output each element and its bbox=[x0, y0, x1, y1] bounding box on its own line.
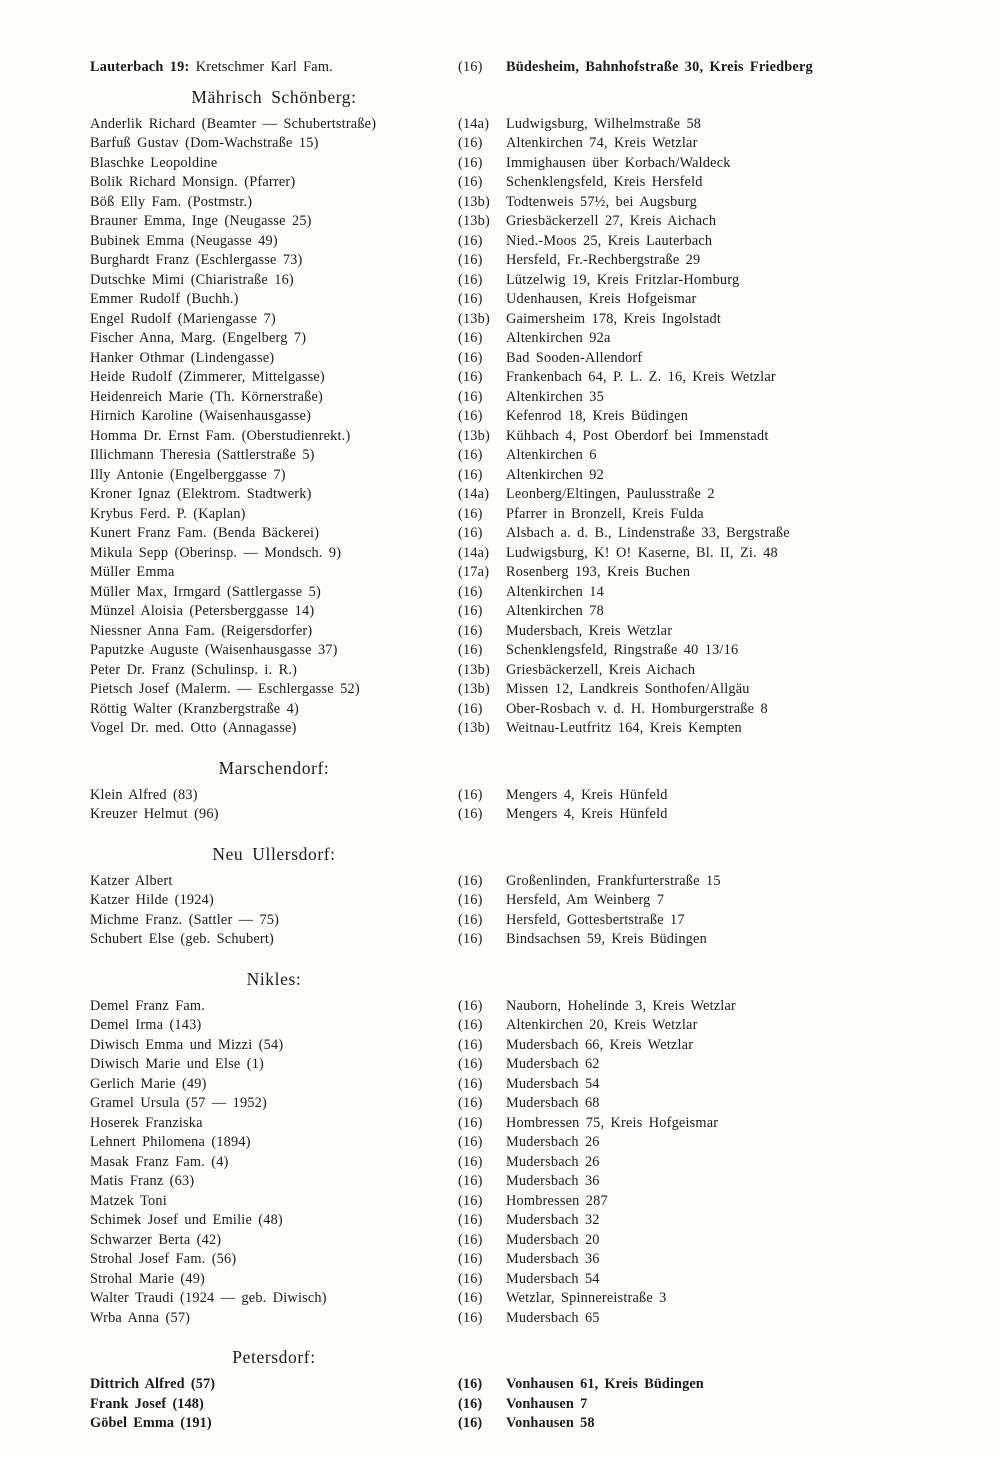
entry-zone: (16) bbox=[458, 1134, 483, 1150]
entry-zone: (16) bbox=[458, 1395, 483, 1412]
entry-name: Fischer Anna, Marg. (Engelberg 7) bbox=[90, 330, 307, 346]
entry-zone: (14a) bbox=[458, 486, 490, 502]
entry-location: Ober-Rosbach v. d. H. Homburgerstraße 8 bbox=[506, 700, 768, 717]
entry-name: Anderlik Richard (Beamter — Schubertstraße) bbox=[90, 115, 377, 132]
entry-zone: (16) bbox=[458, 786, 483, 803]
entry-name: Paputzke Auguste (Waisenhausgasse 37) bbox=[90, 642, 338, 658]
entry-name: Müller Max, Irmgard (Sattlergasse 5) bbox=[90, 583, 321, 600]
entry-zone: (16) bbox=[458, 291, 483, 307]
entry-zone: (14a) bbox=[458, 115, 490, 132]
entry-location: Hersfeld, Fr.-Rechbergstraße 29 bbox=[506, 252, 701, 268]
entry-location: Ludwigsburg, Wilhelmstraße 58 bbox=[506, 115, 702, 132]
header-place-label: Lauterbach 19: bbox=[90, 59, 190, 75]
entry-location: Altenkirchen 6 bbox=[506, 447, 597, 463]
entry-location: Gaimersheim 178, Kreis Ingolstadt bbox=[506, 310, 722, 327]
entry-location: Mengers 4, Kreis Hünfeld bbox=[506, 806, 668, 822]
entry-name: Lehnert Philomena (1894) bbox=[90, 1134, 251, 1150]
entry-name: Brauner Emma, Inge (Neugasse 25) bbox=[90, 213, 312, 229]
directory-entry-row bbox=[90, 719, 962, 739]
entry-zone: (16) bbox=[458, 603, 483, 619]
section-entries bbox=[90, 872, 962, 950]
entry-zone: (16) bbox=[458, 1415, 483, 1431]
directory-section bbox=[90, 967, 962, 1329]
header-entry-name bbox=[90, 58, 458, 78]
entry-location: Schenklengsfeld, Kreis Hersfeld bbox=[506, 174, 703, 190]
directory-entry-row bbox=[90, 388, 962, 408]
entry-location: Pfarrer in Bronzell, Kreis Fulda bbox=[506, 505, 704, 522]
directory-entry-row bbox=[90, 583, 962, 603]
entry-name: Röttig Walter (Kranzbergstraße 4) bbox=[90, 700, 299, 717]
entry-zone: (16) bbox=[458, 408, 483, 424]
section-heading: Marschendorf: bbox=[218, 757, 330, 778]
entry-location: Altenkirchen 92a bbox=[506, 330, 611, 346]
entry-zone: (16) bbox=[458, 1114, 483, 1131]
directory-entry-row bbox=[90, 1036, 962, 1056]
entry-location: Alsbach a. d. B., Lindenstraße 33, Bergstraße bbox=[506, 525, 790, 541]
directory-entry-row bbox=[90, 1133, 962, 1153]
entry-zone: (16) bbox=[458, 911, 483, 928]
entry-location: Altenkirchen 74, Kreis Wetzlar bbox=[506, 135, 698, 151]
directory-section bbox=[90, 756, 962, 825]
directory-entry-row bbox=[90, 368, 962, 388]
entry-zone: (16) bbox=[458, 1095, 483, 1111]
directory-entry-row bbox=[90, 485, 962, 505]
entry-zone: (13b) bbox=[458, 213, 490, 229]
entry-location: Hersfeld, Gottesbertstraße 17 bbox=[506, 911, 685, 928]
entry-location: Bad Sooden-Allendorf bbox=[506, 349, 643, 366]
directory-entry-row bbox=[90, 193, 962, 213]
entry-location: Kefenrod 18, Kreis Büdingen bbox=[506, 408, 689, 424]
entry-zone: (16) bbox=[458, 872, 483, 889]
entry-name: Klein Alfred (83) bbox=[90, 786, 198, 803]
directory-entry-row bbox=[90, 563, 962, 583]
directory-entry-row bbox=[90, 891, 962, 911]
entry-name: Pietsch Josef (Malerm. — Eschlergasse 52) bbox=[90, 681, 360, 697]
header-zone-code: (16) bbox=[458, 59, 483, 75]
entry-location: Hombressen 75, Kreis Hofgeismar bbox=[506, 1114, 719, 1131]
section-entries bbox=[90, 1375, 962, 1434]
entry-name: Bubinek Emma (Neugasse 49) bbox=[90, 232, 278, 249]
directory-entry-row bbox=[90, 1231, 962, 1251]
directory-entry-row bbox=[90, 641, 962, 661]
entry-zone: (13b) bbox=[458, 681, 490, 697]
directory-entry-row bbox=[90, 1094, 962, 1114]
entry-zone: (16) bbox=[458, 1075, 483, 1092]
section-entries bbox=[90, 997, 962, 1329]
directory-entry-row bbox=[90, 505, 962, 525]
entry-name: Schwarzer Berta (42) bbox=[90, 1231, 222, 1248]
directory-entry-row bbox=[90, 661, 962, 681]
entry-zone: (16) bbox=[458, 1376, 483, 1392]
entry-location: Frankenbach 64, P. L. Z. 16, Kreis Wetzlar bbox=[506, 369, 776, 385]
directory-entry-row bbox=[90, 466, 962, 486]
entry-location: Wetzlar, Spinnereistraße 3 bbox=[506, 1290, 667, 1306]
header-person-name: Kretschmer Karl Fam. bbox=[195, 59, 333, 75]
entry-location: Altenkirchen 14 bbox=[506, 583, 605, 600]
entry-zone: (13b) bbox=[458, 720, 490, 736]
entry-location: Mudersbach 26 bbox=[506, 1134, 600, 1150]
entry-location: Vonhausen 58 bbox=[506, 1415, 595, 1431]
entry-name: Niessner Anna Fam. (Reigersdorfer) bbox=[90, 622, 313, 639]
entry-name: Matzek Toni bbox=[90, 1192, 167, 1209]
entry-location: Altenkirchen 78 bbox=[506, 603, 605, 619]
entry-name: Wrba Anna (57) bbox=[90, 1309, 191, 1326]
directory-entry-row bbox=[90, 1153, 962, 1173]
entry-location: Mudersbach 36 bbox=[506, 1173, 600, 1189]
directory-entry-row bbox=[90, 872, 962, 892]
entry-location: Mudersbach 20 bbox=[506, 1231, 600, 1248]
entry-name: Kunert Franz Fam. (Benda Bäckerei) bbox=[90, 525, 320, 541]
directory-section bbox=[90, 85, 962, 739]
directory-entry-row bbox=[90, 1375, 962, 1395]
directory-entry-row bbox=[90, 1395, 962, 1415]
directory-entry-row bbox=[90, 290, 962, 310]
entry-location: Hombressen 287 bbox=[506, 1192, 608, 1209]
entry-zone: (13b) bbox=[458, 310, 490, 327]
entry-zone: (16) bbox=[458, 700, 483, 717]
entry-location: Großenlinden, Frankfurterstraße 15 bbox=[506, 872, 721, 889]
directory-entry-row bbox=[90, 349, 962, 369]
entry-zone: (16) bbox=[458, 330, 483, 346]
directory-entry-row bbox=[90, 427, 962, 447]
entry-location: Kühbach 4, Post Oberdorf bei Immenstadt bbox=[506, 427, 769, 444]
entry-zone: (16) bbox=[458, 525, 483, 541]
directory-entry-row bbox=[90, 1250, 962, 1270]
entry-zone: (16) bbox=[458, 388, 483, 405]
header-location: Büdesheim, Bahnhofstraße 30, Kreis Friedberg bbox=[506, 59, 813, 75]
directory-section bbox=[90, 1345, 962, 1434]
directory-entry-row bbox=[90, 446, 962, 466]
entry-zone: (16) bbox=[458, 1017, 483, 1033]
entry-zone: (16) bbox=[458, 174, 483, 190]
entry-name: Frank Josef (148) bbox=[90, 1395, 204, 1412]
entry-zone: (16) bbox=[458, 271, 483, 288]
entry-location: Mudersbach, Kreis Wetzlar bbox=[506, 622, 673, 639]
entry-zone: (16) bbox=[458, 369, 483, 385]
directory-entry-row bbox=[90, 232, 962, 252]
entry-name: Gramel Ursula (57 — 1952) bbox=[90, 1095, 267, 1111]
entry-location: Mudersbach 36 bbox=[506, 1251, 600, 1267]
entry-zone: (16) bbox=[458, 1036, 483, 1053]
entry-location: Missen 12, Landkreis Sonthofen/Allgäu bbox=[506, 681, 750, 697]
entry-location: Schenklengsfeld, Ringstraße 40 13/16 bbox=[506, 642, 739, 658]
entry-name: Kreuzer Helmut (96) bbox=[90, 806, 219, 822]
entry-location: Weitnau-Leutfritz 164, Kreis Kempten bbox=[506, 720, 742, 736]
entry-location: Mudersbach 68 bbox=[506, 1095, 600, 1111]
entry-location: Vonhausen 7 bbox=[506, 1395, 588, 1412]
directory-entry-row bbox=[90, 134, 962, 154]
directory-entry-row bbox=[90, 602, 962, 622]
entry-zone: (16) bbox=[458, 232, 483, 249]
directory-entry-row bbox=[90, 1016, 962, 1036]
entry-name: Strohal Josef Fam. (56) bbox=[90, 1251, 237, 1267]
entry-name: Peter Dr. Franz (Schulinsp. i. R.) bbox=[90, 661, 298, 678]
entry-zone: (16) bbox=[458, 997, 483, 1014]
entry-location: Lützelwig 19, Kreis Fritzlar-Homburg bbox=[506, 271, 740, 288]
entry-name: Dittrich Alfred (57) bbox=[90, 1376, 216, 1392]
directory-entry-row bbox=[90, 1270, 962, 1290]
directory-entry-row bbox=[90, 154, 962, 174]
entry-name: Homma Dr. Ernst Fam. (Oberstudienrekt.) bbox=[90, 427, 351, 444]
entry-location: Mudersbach 65 bbox=[506, 1309, 600, 1326]
entry-name: Heide Rudolf (Zimmerer, Mittelgasse) bbox=[90, 369, 325, 385]
directory-entry-row bbox=[90, 997, 962, 1017]
entry-location: Mudersbach 54 bbox=[506, 1270, 600, 1287]
directory-entry-row bbox=[90, 1289, 962, 1309]
entry-zone: (16) bbox=[458, 1153, 483, 1170]
directory-entry-row bbox=[90, 1192, 962, 1212]
directory-entry-row bbox=[90, 911, 962, 931]
entry-zone: (16) bbox=[458, 892, 483, 908]
entry-location: Griesbäckerzell, Kreis Aichach bbox=[506, 661, 696, 678]
directory-entry-row bbox=[90, 622, 962, 642]
directory-entry-row bbox=[90, 805, 962, 825]
entry-zone: (16) bbox=[458, 1056, 483, 1072]
section-entries bbox=[90, 786, 962, 825]
entry-location: Mengers 4, Kreis Hünfeld bbox=[506, 786, 668, 803]
entry-location: Leonberg/Eltingen, Paulusstraße 2 bbox=[506, 486, 715, 502]
entry-name: Vogel Dr. med. Otto (Annagasse) bbox=[90, 720, 297, 736]
entry-zone: (16) bbox=[458, 622, 483, 639]
entry-zone: (16) bbox=[458, 931, 483, 947]
entry-zone: (16) bbox=[458, 1173, 483, 1189]
entry-name: Demel Franz Fam. bbox=[90, 997, 206, 1014]
directory-entry-row bbox=[90, 1211, 962, 1231]
section-heading: Nikles: bbox=[246, 968, 302, 989]
entry-zone: (13b) bbox=[458, 427, 490, 444]
directory-entry-row bbox=[90, 407, 962, 427]
entry-location: Griesbäckerzell 27, Kreis Aichach bbox=[506, 213, 717, 229]
entry-zone: (16) bbox=[458, 154, 483, 171]
section-heading: Mährisch Schönberg: bbox=[191, 86, 357, 107]
entry-location: Immighausen über Korbach/Waldeck bbox=[506, 154, 731, 171]
page-content bbox=[90, 58, 962, 1434]
entry-location: Vonhausen 61, Kreis Büdingen bbox=[506, 1376, 704, 1392]
entry-location: Todtenweis 57½, bei Augsburg bbox=[506, 193, 697, 210]
entry-zone: (16) bbox=[458, 583, 483, 600]
entry-name: Diwisch Marie und Else (1) bbox=[90, 1056, 265, 1072]
entry-name: Emmer Rudolf (Buchh.) bbox=[90, 291, 239, 307]
entry-location: Mudersbach 54 bbox=[506, 1075, 600, 1092]
entry-zone: (16) bbox=[458, 1270, 483, 1287]
entry-name: Bolik Richard Monsign. (Pfarrer) bbox=[90, 174, 296, 190]
directory-entry-row bbox=[90, 1114, 962, 1134]
directory-entry-row bbox=[90, 329, 962, 349]
entry-name: Masak Franz Fam. (4) bbox=[90, 1153, 229, 1170]
entry-name: Matis Franz (63) bbox=[90, 1173, 195, 1189]
directory-entry-row bbox=[90, 271, 962, 291]
entry-location: Rosenberg 193, Kreis Buchen bbox=[506, 564, 691, 580]
entry-name: Strohal Marie (49) bbox=[90, 1270, 206, 1287]
entry-name: Hirnich Karoline (Waisenhausgasse) bbox=[90, 408, 312, 424]
entry-zone: (16) bbox=[458, 1251, 483, 1267]
entry-name: Schimek Josef und Emilie (48) bbox=[90, 1212, 283, 1228]
entry-location: Hersfeld, Am Weinberg 7 bbox=[506, 892, 665, 908]
entry-zone: (16) bbox=[458, 1192, 483, 1209]
entry-name: Hanker Othmar (Lindengasse) bbox=[90, 349, 275, 366]
header-entry-row bbox=[90, 58, 962, 78]
directory-entry-row bbox=[90, 930, 962, 950]
entry-name: Hoserek Franziska bbox=[90, 1114, 203, 1131]
entry-name: Krybus Ferd. P. (Kaplan) bbox=[90, 505, 246, 522]
entry-name: Dutschke Mimi (Chiaristraße 16) bbox=[90, 271, 294, 288]
entry-zone: (16) bbox=[458, 806, 483, 822]
entry-zone: (16) bbox=[458, 349, 483, 366]
entry-name: Michme Franz. (Sattler — 75) bbox=[90, 911, 280, 928]
directory-entry-row bbox=[90, 524, 962, 544]
entry-name: Kroner Ignaz (Elektrom. Stadtwerk) bbox=[90, 486, 312, 502]
entry-location: Nauborn, Hohelinde 3, Kreis Wetzlar bbox=[506, 997, 736, 1014]
entry-zone: (16) bbox=[458, 447, 483, 463]
entry-name: Katzer Albert bbox=[90, 872, 173, 889]
entry-location: Bindsachsen 59, Kreis Büdingen bbox=[506, 931, 707, 947]
directory-entry-row bbox=[90, 1055, 962, 1075]
directory-entry-row bbox=[90, 786, 962, 806]
entry-zone: (16) bbox=[458, 1231, 483, 1248]
entry-name: Gerlich Marie (49) bbox=[90, 1075, 207, 1092]
entry-zone: (16) bbox=[458, 466, 483, 483]
directory-entry-row bbox=[90, 1172, 962, 1192]
directory-body bbox=[90, 85, 962, 1434]
directory-entry-row bbox=[90, 1309, 962, 1329]
entry-location: Altenkirchen 35 bbox=[506, 388, 605, 405]
section-heading: Petersdorf: bbox=[232, 1347, 316, 1367]
directory-entry-row bbox=[90, 700, 962, 720]
entry-name: Münzel Aloisia (Petersberggasse 14) bbox=[90, 603, 315, 619]
entry-zone: (16) bbox=[458, 505, 483, 522]
directory-entry-row bbox=[90, 173, 962, 193]
entry-name: Katzer Hilde (1924) bbox=[90, 892, 214, 908]
entry-zone: (16) bbox=[458, 1290, 483, 1306]
entry-zone: (14a) bbox=[458, 544, 490, 561]
entry-location: Mudersbach 66, Kreis Wetzlar bbox=[506, 1036, 694, 1053]
directory-entry-row bbox=[90, 544, 962, 564]
entry-name: Demel Irma (143) bbox=[90, 1017, 202, 1033]
entry-zone: (16) bbox=[458, 642, 483, 658]
entry-zone: (16) bbox=[458, 1212, 483, 1228]
entry-name: Göbel Emma (191) bbox=[90, 1415, 212, 1431]
entry-location: Mudersbach 62 bbox=[506, 1056, 600, 1072]
entry-zone: (13b) bbox=[458, 661, 490, 678]
entry-location: Altenkirchen 92 bbox=[506, 466, 605, 483]
directory-entry-row bbox=[90, 212, 962, 232]
entry-name: Walter Traudi (1924 — geb. Diwisch) bbox=[90, 1290, 327, 1306]
entry-name: Engel Rudolf (Mariengasse 7) bbox=[90, 310, 276, 327]
entry-location: Mudersbach 32 bbox=[506, 1212, 600, 1228]
section-entries bbox=[90, 115, 962, 739]
entry-location: Ludwigsburg, K! O! Kaserne, Bl. II, Zi. 48 bbox=[506, 544, 778, 561]
entry-zone: (13b) bbox=[458, 193, 490, 210]
entry-name: Illy Antonie (Engelberggasse 7) bbox=[90, 466, 286, 483]
directory-entry-row bbox=[90, 1414, 962, 1434]
entry-location: Altenkirchen 20, Kreis Wetzlar bbox=[506, 1017, 698, 1033]
entry-zone: (16) bbox=[458, 252, 483, 268]
directory-entry-row bbox=[90, 1075, 962, 1095]
entry-name: Heidenreich Marie (Th. Körnerstraße) bbox=[90, 388, 324, 405]
entry-name: Müller Emma bbox=[90, 564, 175, 580]
entry-location: Udenhausen, Kreis Hofgeismar bbox=[506, 291, 697, 307]
directory-section bbox=[90, 842, 962, 950]
entry-name: Böß Elly Fam. (Postmstr.) bbox=[90, 193, 253, 210]
entry-name: Mikula Sepp (Oberinsp. — Mondsch. 9) bbox=[90, 544, 342, 561]
entry-name: Burghardt Franz (Eschlergasse 73) bbox=[90, 252, 303, 268]
entry-name: Diwisch Emma und Mizzi (54) bbox=[90, 1036, 284, 1053]
directory-entry-row bbox=[90, 251, 962, 271]
entry-zone: (16) bbox=[458, 135, 483, 151]
entry-zone: (16) bbox=[458, 1309, 483, 1326]
section-heading: Neu Ullersdorf: bbox=[212, 843, 336, 864]
entry-name: Illichmann Theresia (Sattlerstraße 5) bbox=[90, 447, 315, 463]
entry-name: Barfuß Gustav (Dom-Wachstraße 15) bbox=[90, 135, 319, 151]
directory-entry-row bbox=[90, 680, 962, 700]
directory-entry-row bbox=[90, 115, 962, 135]
entry-location: Mudersbach 26 bbox=[506, 1153, 600, 1170]
entry-name: Blaschke Leopoldine bbox=[90, 154, 218, 171]
directory-entry-row bbox=[90, 310, 962, 330]
entry-zone: (17a) bbox=[458, 564, 490, 580]
entry-name: Schubert Else (geb. Schubert) bbox=[90, 931, 275, 947]
entry-location: Nied.-Moos 25, Kreis Lauterbach bbox=[506, 232, 713, 249]
